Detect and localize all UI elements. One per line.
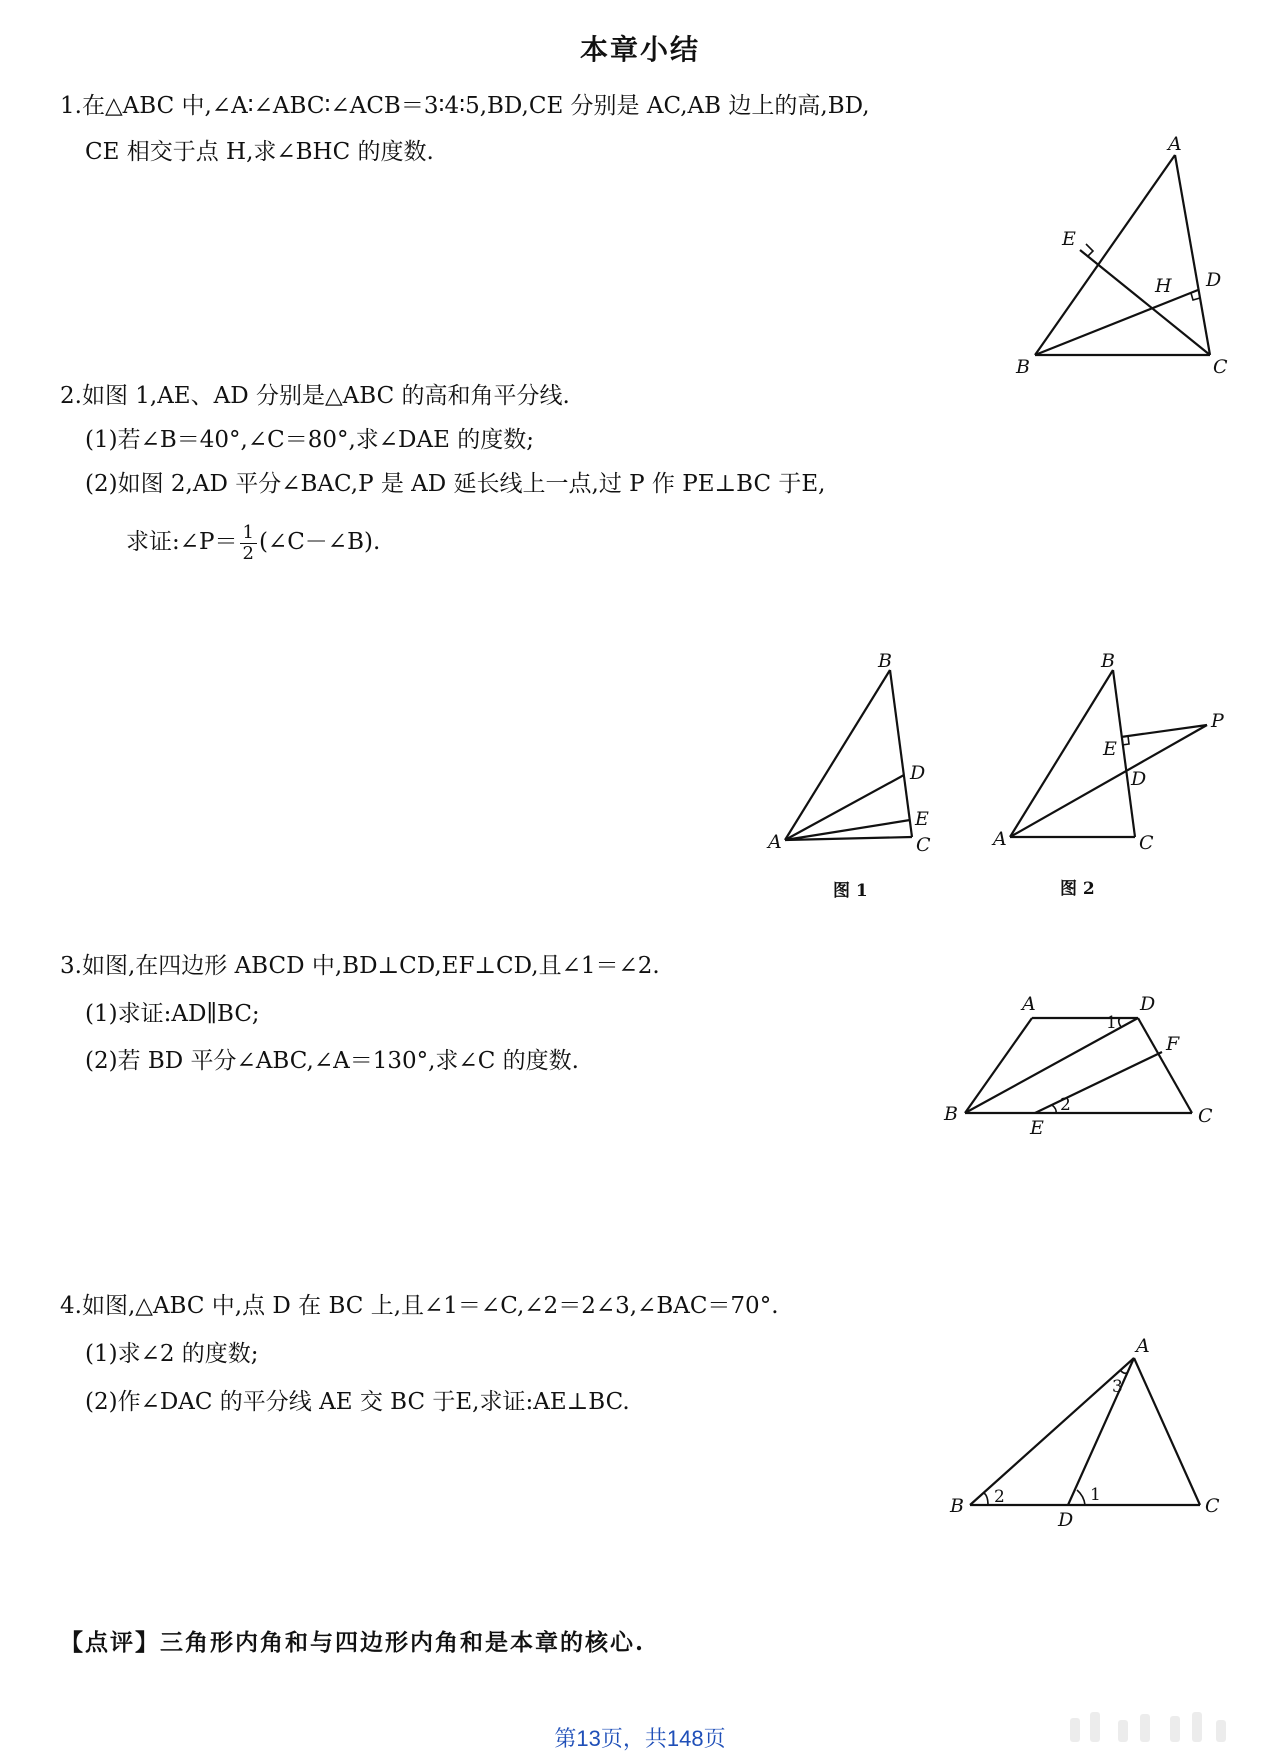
- fig1-label-e: E: [915, 808, 929, 830]
- fig2-label-p: P: [1211, 710, 1224, 732]
- q3-side-ab: [965, 1018, 1032, 1113]
- q2-figure-2: [985, 650, 1235, 870]
- q3-figure: [940, 990, 1240, 1140]
- q2-fraction: [240, 523, 257, 564]
- q3-label-d: D: [1140, 993, 1156, 1015]
- fig1-side-ab: [785, 670, 890, 840]
- q2-figure-1: [760, 650, 960, 870]
- q2-proof: [126, 512, 380, 572]
- q4-part1: (1)求∠2 的度数;: [85, 1341, 259, 1367]
- q4-angle-1-arc: [1077, 1490, 1085, 1505]
- q1-line2: CE 相交于点 H,求∠BHC 的度数.: [85, 139, 434, 165]
- q3-label-c: C: [1198, 1105, 1213, 1127]
- q1-line1: 1.在△ABC 中,∠A∶∠ABC∶∠ACB＝3∶4∶5,BD,CE 分别是 AC,AB 边上的高,BD,: [60, 93, 870, 119]
- q3-label-a: A: [1022, 993, 1036, 1015]
- q4-angle-2-arc: [984, 1493, 988, 1505]
- q3-label-f: F: [1166, 1033, 1180, 1055]
- q4-label-c: C: [1205, 1495, 1220, 1517]
- q4-figure: [940, 1330, 1240, 1530]
- fig2-caption: 图 2: [1060, 879, 1095, 899]
- q1-label-b: B: [1016, 356, 1030, 378]
- fig2-label-e: E: [1103, 738, 1117, 760]
- q4-part2: (2)作∠DAC 的平分线 AE 交 BC 于E,求证:AE⊥BC.: [85, 1389, 630, 1415]
- q1-figure: [1000, 133, 1260, 380]
- q1-label-e: E: [1062, 228, 1076, 250]
- q1-label-h: H: [1155, 275, 1172, 297]
- q1-label-a: A: [1168, 133, 1182, 155]
- q3-part1: (1)求证:AD∥BC;: [85, 1001, 260, 1027]
- q3-label-e: E: [1030, 1117, 1044, 1139]
- fig2-label-b: B: [1101, 650, 1115, 672]
- page-title: 本章小结: [579, 33, 700, 66]
- q1-side-ab: [1035, 155, 1175, 355]
- q2-frac-den: 2: [242, 542, 254, 564]
- q4-side-ab: [970, 1358, 1134, 1505]
- chapter-comment: 【点评】三角形内角和与四边形内角和是本章的核心.: [60, 1629, 646, 1656]
- q4-side-ac: [1134, 1358, 1200, 1505]
- q2-part1: (1)若∠B＝40°,∠C＝80°,求∠DAE 的度数;: [85, 427, 534, 453]
- q2-frac-num: 1: [240, 523, 257, 544]
- q1-side-ac: [1175, 155, 1210, 355]
- fig2-label-d: D: [1131, 768, 1147, 790]
- q4-label-a: A: [1136, 1335, 1150, 1357]
- q4-segment-ad: [1068, 1358, 1134, 1505]
- fig1-label-b: B: [878, 650, 892, 672]
- q1-altitude-ce: [1080, 250, 1210, 355]
- q1-label-c: C: [1213, 356, 1228, 378]
- fig2-side-ab: [1010, 670, 1113, 837]
- q2-part2: (2)如图 2,AD 平分∠BAC,P 是 AD 延长线上一点,过 P 作 PE⊥BC 于E,: [85, 471, 826, 497]
- fig2-perp-pe: [1121, 725, 1207, 737]
- q3-segment-ef: [1035, 1052, 1162, 1113]
- fig1-label-c: C: [916, 834, 931, 856]
- q3-angle-2-arc: [1052, 1105, 1056, 1113]
- q2-line1: 2.如图 1,AE、AD 分别是△ABC 的高和角平分线.: [60, 383, 570, 409]
- fig1-caption: 图 1: [833, 881, 868, 901]
- q1-label-d: D: [1206, 269, 1222, 291]
- q1-altitude-bd: [1035, 290, 1198, 355]
- q2-proof-prefix: 求证:∠P＝: [126, 529, 238, 555]
- q2-proof-suffix: (∠C－∠B).: [258, 529, 381, 555]
- q4-angle-2: 2: [994, 1487, 1005, 1507]
- fig1-side-bc: [890, 670, 912, 837]
- q3-angle-1: 1: [1106, 1013, 1117, 1033]
- q3-angle-2: 2: [1060, 1095, 1071, 1115]
- fig2-label-c: C: [1139, 832, 1154, 854]
- fig2-label-a: A: [993, 828, 1007, 850]
- q3-side-dc: [1138, 1018, 1192, 1113]
- watermark-bars: [1060, 1710, 1250, 1746]
- page-indicator: 第13页，共148页: [554, 1726, 726, 1751]
- q4-line1: 4.如图,△ABC 中,点 D 在 BC 上,且∠1＝∠C,∠2＝2∠3,∠BAC＝70°.: [60, 1293, 779, 1319]
- q3-line1: 3.如图,在四边形 ABCD 中,BD⊥CD,EF⊥CD,且∠1＝∠2.: [60, 953, 660, 979]
- q3-angle-1-arc: [1119, 1018, 1121, 1027]
- fig1-label-a: A: [768, 831, 782, 853]
- q3-label-b: B: [944, 1103, 958, 1125]
- q3-part2: (2)若 BD 平分∠ABC,∠A＝130°,求∠C 的度数.: [85, 1048, 579, 1074]
- q4-angle-3: 3: [1112, 1377, 1123, 1397]
- q4-label-b: B: [950, 1495, 964, 1517]
- q4-angle-1: 1: [1090, 1485, 1101, 1505]
- q4-label-d: D: [1058, 1509, 1074, 1531]
- fig1-label-d: D: [910, 762, 926, 784]
